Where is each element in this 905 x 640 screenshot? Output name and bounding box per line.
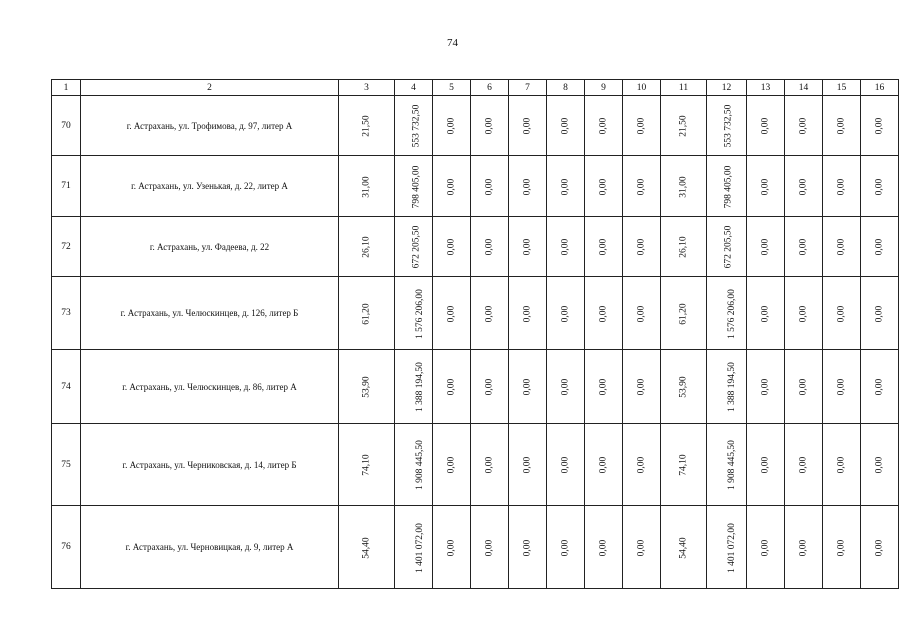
value-cell-9 bbox=[585, 350, 623, 424]
value-cell-12 bbox=[707, 96, 747, 156]
cell-value: 0,00 bbox=[874, 238, 885, 256]
cell-value: 0,00 bbox=[636, 178, 647, 195]
value-cell-6 bbox=[471, 156, 509, 217]
value-cell-11 bbox=[661, 156, 707, 217]
value-cell-16 bbox=[861, 424, 899, 506]
value-cell-13 bbox=[747, 424, 785, 506]
column-header-8: 8 bbox=[547, 80, 585, 96]
cell-value: 0,00 bbox=[760, 305, 771, 322]
value-cell-14 bbox=[785, 277, 823, 350]
cell-value: 0,00 bbox=[836, 539, 847, 556]
value-cell-8 bbox=[547, 156, 585, 217]
cell-value: 0,00 bbox=[798, 238, 809, 256]
row-number: 71 bbox=[52, 156, 81, 217]
value-cell-15 bbox=[823, 350, 861, 424]
cell-value: 53,90 bbox=[361, 376, 372, 398]
value-cell-7 bbox=[509, 277, 547, 350]
cell-value: 0,00 bbox=[484, 305, 495, 322]
cell-value: 0,00 bbox=[522, 456, 533, 474]
address-cell: г. Астрахань, ул. Черновицкая, д. 9, литер А bbox=[81, 506, 339, 589]
cell-value: 0,00 bbox=[636, 456, 647, 474]
cell-value: 0,00 bbox=[484, 378, 495, 396]
value-cell-12 bbox=[707, 217, 747, 277]
value-cell-16 bbox=[861, 277, 899, 350]
cell-value: 0,00 bbox=[598, 178, 609, 195]
value-cell-16 bbox=[861, 96, 899, 156]
value-cell-4 bbox=[395, 424, 433, 506]
value-cell-15 bbox=[823, 424, 861, 506]
value-cell-11 bbox=[661, 350, 707, 424]
value-cell-4 bbox=[395, 350, 433, 424]
value-cell-10 bbox=[623, 277, 661, 350]
cell-value: 0,00 bbox=[560, 117, 571, 135]
value-cell-3 bbox=[339, 424, 395, 506]
cell-value: 0,00 bbox=[636, 378, 647, 396]
value-cell-5 bbox=[433, 350, 471, 424]
cell-value: 1 401 072,00 bbox=[726, 522, 737, 573]
value-cell-4 bbox=[395, 217, 433, 277]
value-cell-3 bbox=[339, 350, 395, 424]
value-cell-6 bbox=[471, 424, 509, 506]
value-cell-12 bbox=[707, 350, 747, 424]
cell-value: 0,00 bbox=[522, 117, 533, 135]
table-row bbox=[52, 506, 899, 589]
cell-value: 74,10 bbox=[361, 454, 372, 476]
cell-value: 0,00 bbox=[446, 456, 457, 474]
value-cell-11 bbox=[661, 424, 707, 506]
cell-value: 0,00 bbox=[484, 456, 495, 474]
value-cell-12 bbox=[707, 156, 747, 217]
value-cell-13 bbox=[747, 506, 785, 589]
value-cell-3 bbox=[339, 96, 395, 156]
address-cell: г. Астрахань, ул. Челюскинцев, д. 126, литер Б bbox=[81, 277, 339, 350]
value-cell-7 bbox=[509, 156, 547, 217]
value-cell-5 bbox=[433, 96, 471, 156]
cell-value: 21,50 bbox=[678, 115, 689, 137]
value-cell-15 bbox=[823, 96, 861, 156]
cell-value: 0,00 bbox=[636, 305, 647, 322]
address-cell: г. Астрахань, ул. Черниковская, д. 14, литер Б bbox=[81, 424, 339, 506]
cell-value: 0,00 bbox=[522, 378, 533, 396]
column-header-13: 13 bbox=[747, 80, 785, 96]
cell-value: 0,00 bbox=[874, 305, 885, 322]
cell-value: 0,00 bbox=[446, 117, 457, 135]
column-header-2: 2 bbox=[81, 80, 339, 96]
cell-value: 0,00 bbox=[760, 539, 771, 556]
value-cell-3 bbox=[339, 156, 395, 217]
value-cell-6 bbox=[471, 217, 509, 277]
cell-value: 0,00 bbox=[560, 178, 571, 195]
column-header-14: 14 bbox=[785, 80, 823, 96]
cell-value: 54,40 bbox=[678, 536, 689, 559]
value-cell-14 bbox=[785, 506, 823, 589]
table-row bbox=[52, 156, 899, 217]
row-number: 74 bbox=[52, 350, 81, 424]
cell-value: 0,00 bbox=[760, 456, 771, 474]
address-cell: г. Астрахань, ул. Челюскинцев, д. 86, литер А bbox=[81, 350, 339, 424]
cell-value: 0,00 bbox=[798, 178, 809, 195]
cell-value: 0,00 bbox=[446, 178, 457, 195]
cell-value: 0,00 bbox=[446, 238, 457, 256]
value-cell-9 bbox=[585, 506, 623, 589]
value-cell-12 bbox=[707, 277, 747, 350]
value-cell-10 bbox=[623, 156, 661, 217]
value-cell-4 bbox=[395, 506, 433, 589]
cell-value: 0,00 bbox=[446, 378, 457, 396]
cell-value: 26,10 bbox=[361, 236, 372, 258]
cell-value: 0,00 bbox=[598, 117, 609, 135]
cell-value: 0,00 bbox=[760, 378, 771, 396]
value-cell-5 bbox=[433, 424, 471, 506]
value-cell-14 bbox=[785, 96, 823, 156]
cell-value: 0,00 bbox=[484, 238, 495, 256]
value-cell-10 bbox=[623, 350, 661, 424]
page-number: 74 bbox=[447, 37, 458, 49]
cell-value: 0,00 bbox=[560, 539, 571, 556]
value-cell-14 bbox=[785, 424, 823, 506]
value-cell-15 bbox=[823, 217, 861, 277]
value-cell-9 bbox=[585, 217, 623, 277]
cell-value: 672 205,50 bbox=[723, 225, 734, 269]
value-cell-5 bbox=[433, 217, 471, 277]
row-number: 72 bbox=[52, 217, 81, 277]
value-cell-8 bbox=[547, 424, 585, 506]
cell-value: 672 205,50 bbox=[411, 225, 422, 269]
cell-value: 1 908 445,50 bbox=[414, 440, 425, 490]
cell-value: 0,00 bbox=[446, 305, 457, 322]
value-cell-6 bbox=[471, 96, 509, 156]
cell-value: 74,10 bbox=[678, 454, 689, 476]
value-cell-3 bbox=[339, 277, 395, 350]
value-cell-7 bbox=[509, 424, 547, 506]
cell-value: 0,00 bbox=[798, 305, 809, 322]
address-cell: г. Астрахань, ул. Трофимова, д. 97, литер А bbox=[81, 96, 339, 156]
cell-value: 53,90 bbox=[678, 376, 689, 398]
cell-value: 0,00 bbox=[560, 305, 571, 322]
column-header-12: 12 bbox=[707, 80, 747, 96]
cell-value: 0,00 bbox=[874, 456, 885, 474]
cell-value: 1 388 194,50 bbox=[414, 362, 425, 412]
cell-value: 0,00 bbox=[836, 378, 847, 396]
cell-value: 0,00 bbox=[598, 238, 609, 256]
value-cell-3 bbox=[339, 506, 395, 589]
cell-value: 1 388 194,50 bbox=[726, 362, 737, 412]
cell-value: 798 405,00 bbox=[411, 165, 422, 208]
cell-value: 1 908 445,50 bbox=[726, 440, 737, 490]
column-header-7: 7 bbox=[509, 80, 547, 96]
cell-value: 0,00 bbox=[484, 178, 495, 195]
cell-value: 0,00 bbox=[598, 456, 609, 474]
column-header-6: 6 bbox=[471, 80, 509, 96]
cell-value: 0,00 bbox=[836, 305, 847, 322]
value-cell-11 bbox=[661, 96, 707, 156]
table-row bbox=[52, 96, 899, 156]
value-cell-10 bbox=[623, 96, 661, 156]
value-cell-6 bbox=[471, 277, 509, 350]
table-row bbox=[52, 424, 899, 506]
table-row bbox=[52, 277, 899, 350]
value-cell-5 bbox=[433, 277, 471, 350]
address-cell: г. Астрахань, ул. Узенькая, д. 22, литер А bbox=[81, 156, 339, 217]
value-cell-4 bbox=[395, 96, 433, 156]
cell-value: 1 401 072,00 bbox=[414, 522, 425, 573]
value-cell-7 bbox=[509, 506, 547, 589]
value-cell-6 bbox=[471, 506, 509, 589]
value-cell-10 bbox=[623, 217, 661, 277]
cell-value: 798 405,00 bbox=[723, 165, 734, 208]
value-cell-4 bbox=[395, 277, 433, 350]
value-cell-8 bbox=[547, 350, 585, 424]
value-cell-13 bbox=[747, 350, 785, 424]
value-cell-7 bbox=[509, 350, 547, 424]
column-header-5: 5 bbox=[433, 80, 471, 96]
cell-value: 553 732,50 bbox=[723, 104, 734, 148]
column-header-10: 10 bbox=[623, 80, 661, 96]
value-cell-12 bbox=[707, 424, 747, 506]
cell-value: 61,20 bbox=[678, 302, 689, 325]
value-cell-13 bbox=[747, 277, 785, 350]
cell-value: 0,00 bbox=[874, 117, 885, 135]
value-cell-14 bbox=[785, 156, 823, 217]
cell-value: 0,00 bbox=[836, 178, 847, 195]
value-cell-13 bbox=[747, 217, 785, 277]
value-cell-4 bbox=[395, 156, 433, 217]
value-cell-16 bbox=[861, 217, 899, 277]
value-cell-6 bbox=[471, 350, 509, 424]
table-row bbox=[52, 217, 899, 277]
value-cell-13 bbox=[747, 156, 785, 217]
value-cell-16 bbox=[861, 350, 899, 424]
value-cell-12 bbox=[707, 506, 747, 589]
cell-value: 553 732,50 bbox=[411, 104, 422, 148]
value-cell-15 bbox=[823, 277, 861, 350]
column-header-11: 11 bbox=[661, 80, 707, 96]
cell-value: 0,00 bbox=[446, 539, 457, 556]
value-cell-8 bbox=[547, 277, 585, 350]
cell-value: 0,00 bbox=[636, 238, 647, 256]
column-header-1: 1 bbox=[52, 80, 81, 96]
cell-value: 0,00 bbox=[836, 238, 847, 256]
housing-register-table bbox=[51, 79, 899, 589]
cell-value: 0,00 bbox=[636, 117, 647, 135]
value-cell-5 bbox=[433, 156, 471, 217]
value-cell-9 bbox=[585, 424, 623, 506]
value-cell-15 bbox=[823, 156, 861, 217]
cell-value: 0,00 bbox=[760, 238, 771, 256]
cell-value: 0,00 bbox=[522, 178, 533, 195]
cell-value: 0,00 bbox=[522, 305, 533, 322]
value-cell-11 bbox=[661, 506, 707, 589]
cell-value: 0,00 bbox=[560, 378, 571, 396]
row-number: 73 bbox=[52, 277, 81, 350]
cell-value: 0,00 bbox=[836, 117, 847, 135]
value-cell-14 bbox=[785, 217, 823, 277]
cell-value: 61,20 bbox=[361, 302, 372, 325]
cell-value: 0,00 bbox=[560, 238, 571, 256]
cell-value: 0,00 bbox=[522, 238, 533, 256]
cell-value: 0,00 bbox=[560, 456, 571, 474]
value-cell-9 bbox=[585, 277, 623, 350]
cell-value: 0,00 bbox=[522, 539, 533, 556]
value-cell-5 bbox=[433, 506, 471, 589]
cell-value: 21,50 bbox=[361, 115, 372, 137]
row-number: 76 bbox=[52, 506, 81, 589]
cell-value: 0,00 bbox=[798, 378, 809, 396]
cell-value: 0,00 bbox=[484, 539, 495, 556]
cell-value: 0,00 bbox=[760, 178, 771, 195]
cell-value: 0,00 bbox=[874, 378, 885, 396]
row-number: 70 bbox=[52, 96, 81, 156]
column-header-4: 4 bbox=[395, 80, 433, 96]
cell-value: 54,40 bbox=[361, 536, 372, 559]
cell-value: 0,00 bbox=[636, 539, 647, 556]
column-header-15: 15 bbox=[823, 80, 861, 96]
cell-value: 0,00 bbox=[598, 378, 609, 396]
column-header-3: 3 bbox=[339, 80, 395, 96]
cell-value: 0,00 bbox=[798, 539, 809, 556]
cell-value: 1 576 206,00 bbox=[414, 288, 425, 339]
value-cell-7 bbox=[509, 96, 547, 156]
cell-value: 0,00 bbox=[836, 456, 847, 474]
row-number: 75 bbox=[52, 424, 81, 506]
cell-value: 0,00 bbox=[598, 305, 609, 322]
column-number-row bbox=[52, 80, 899, 96]
value-cell-8 bbox=[547, 506, 585, 589]
value-cell-7 bbox=[509, 217, 547, 277]
cell-value: 0,00 bbox=[598, 539, 609, 556]
value-cell-3 bbox=[339, 217, 395, 277]
cell-value: 0,00 bbox=[760, 117, 771, 135]
cell-value: 0,00 bbox=[484, 117, 495, 135]
value-cell-8 bbox=[547, 217, 585, 277]
cell-value: 31,00 bbox=[361, 175, 372, 198]
cell-value: 0,00 bbox=[798, 117, 809, 135]
address-cell: г. Астрахань, ул. Фадеева, д. 22 bbox=[81, 217, 339, 277]
value-cell-10 bbox=[623, 506, 661, 589]
column-header-9: 9 bbox=[585, 80, 623, 96]
value-cell-11 bbox=[661, 217, 707, 277]
column-header-16: 16 bbox=[861, 80, 899, 96]
cell-value: 0,00 bbox=[798, 456, 809, 474]
cell-value: 0,00 bbox=[874, 178, 885, 195]
cell-value: 1 576 206,00 bbox=[726, 288, 737, 339]
cell-value: 0,00 bbox=[874, 539, 885, 556]
value-cell-11 bbox=[661, 277, 707, 350]
value-cell-10 bbox=[623, 424, 661, 506]
value-cell-14 bbox=[785, 350, 823, 424]
value-cell-9 bbox=[585, 96, 623, 156]
value-cell-16 bbox=[861, 156, 899, 217]
table-row bbox=[52, 350, 899, 424]
cell-value: 26,10 bbox=[678, 236, 689, 258]
value-cell-9 bbox=[585, 156, 623, 217]
value-cell-16 bbox=[861, 506, 899, 589]
value-cell-13 bbox=[747, 96, 785, 156]
value-cell-15 bbox=[823, 506, 861, 589]
value-cell-8 bbox=[547, 96, 585, 156]
cell-value: 31,00 bbox=[678, 175, 689, 198]
